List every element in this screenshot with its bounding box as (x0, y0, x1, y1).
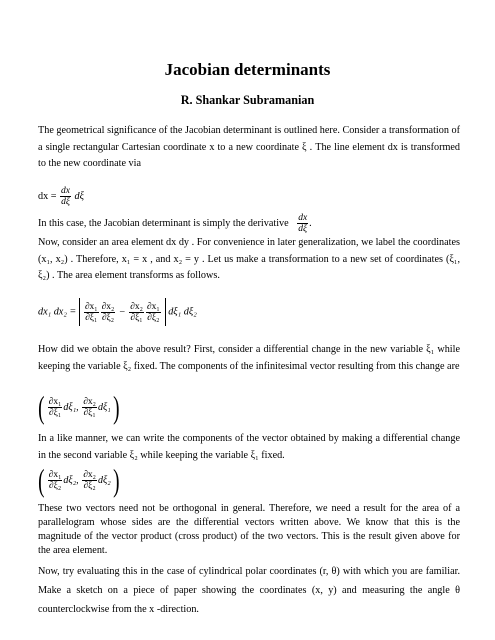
paragraph-area-element: Now, consider an area element dx dy . For convenience in later generalization, we label the coordinates (x₁, x₂) . Therefore, x₁ = x , and x₂ = y . Let us make a transformation to a new set of coordinates (ξ₁, ξ₂) . The area element transforms as follows. (38, 237, 460, 281)
page-title: Jacobian determinants (164, 60, 331, 79)
paragraph-derivative: In this case, the Jacobian determinant is simply the derivative $\frac{dx}{d\xi}$ . (38, 213, 312, 234)
paragraph-like-manner: In a like manner, we can write the components of the vector obtained by making a differential change in the second variable ξ₂ while keeping the variable ξ₁ fixed. (38, 433, 460, 461)
vector-first: ( $\frac{\text{∂x₁}}{\text{∂ξ₁}}$ dξ₁, $\frac{\text{∂x₂}}{\text{∂ξ₁}}$ dξ₁ ) (38, 389, 120, 425)
vector-second: ( $\frac{\text{∂x₁}}{\text{∂ξ₂}}$ dξ₂, $\frac{\text{∂x₂}}{\text{∂ξ₂}}$ dξ₂ ) (38, 462, 120, 498)
paragraph-intro: The geometrical significance of the Jacobian determinant is outlined here. Consider a transformation of a single rectangular Cartesian coordinate x to a new coordinate ξ . The line element dx is transformed to the new coordinate via (38, 125, 460, 169)
equation-line-element: dx = $\frac{dx}{d\xi}$ dξ (38, 186, 85, 207)
determinant: $\frac{\text{∂x₁}}{\text{∂ξ₁}}$ $\frac{\text{∂x₂}}{\text{∂ξ₂}}$ − $\frac{\text{∂x₂}}{\text{∂ξ₁}}$ $\frac{\text{∂x₁}}{\text{∂ξ₂}}$ (79, 298, 166, 326)
paragraph-how-obtained: How did we obtain the above result? First, consider a differential change in the new variable ξ₁ while keeping the variable ξ₂ fixed. The components of the infinitesimal vector resulting from this change are (38, 344, 460, 372)
fraction: $\frac{dx}{d\xi}$ (61, 186, 70, 207)
paragraph-orthogonal: These two vectors need not be orthogonal in general. Therefore, we need a result for the area of a parallelogram whose sides are the differential vectors written above. We know that this is the magnitude of the vector product (cross product) of the two vectors. This is the result given above for the area element. (38, 503, 460, 556)
fraction: $\frac{dx}{d\xi}$ (298, 213, 308, 234)
author-name: R. Shankar Subramanian (180, 93, 315, 107)
paragraph-polar: Now, try evaluating this in the case of cylindrical polar coordinates (r, θ) with which you are familiar. Make a sketch on a piece of paper showing the coordinates (x, y) and measuring the angle θ counterclockwise from the x -direction. (38, 566, 460, 615)
equation-jacobian: dx₁ dx₂ = $\frac{\text{∂x₁}}{\text{∂ξ₁}}$ $\frac{\text{∂x₂}}{\text{∂ξ₂}}$ − $\frac{\text{∂x₂}}{\text{∂ξ₁}}$ $\frac{\text{∂x₁}}{\text{∂ξ₂}}$ dξ₁ dξ₂ (38, 298, 197, 326)
